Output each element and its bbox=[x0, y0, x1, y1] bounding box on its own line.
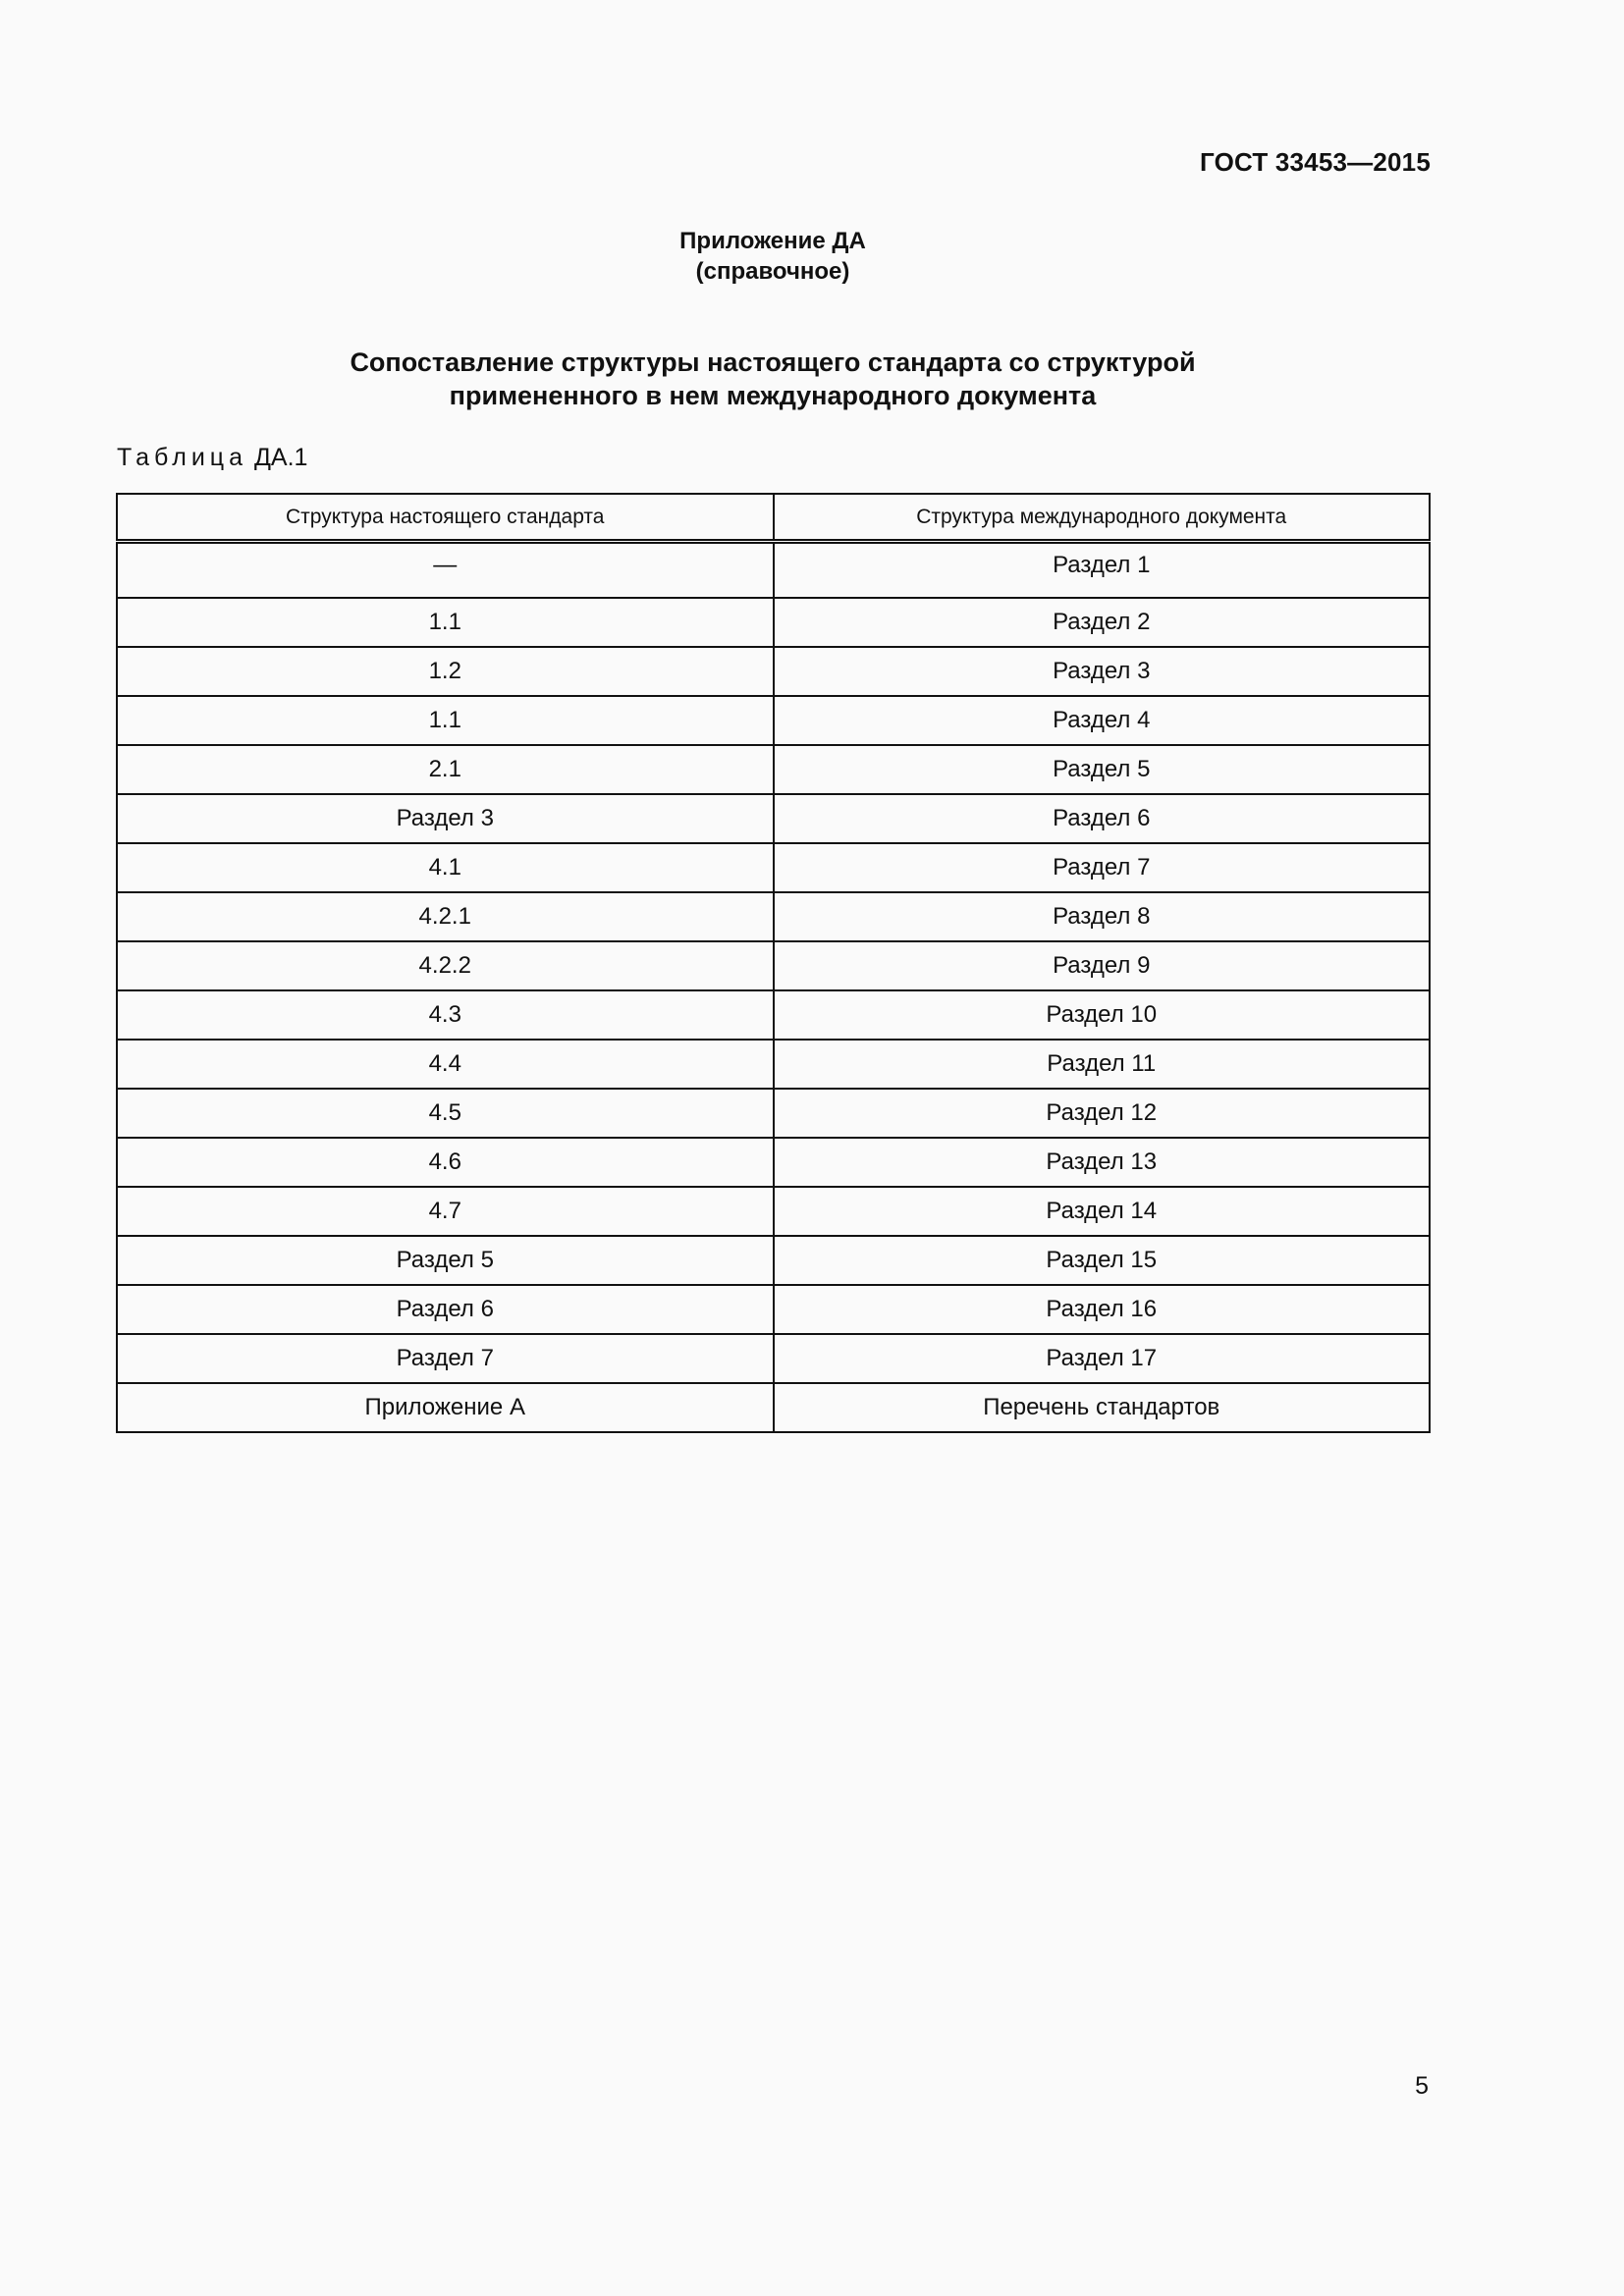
document-code: ГОСТ 33453—2015 bbox=[1200, 147, 1431, 177]
table-row bbox=[117, 745, 1430, 794]
cell-this-standard: Раздел 5 bbox=[117, 1236, 774, 1285]
cell-international-document: Раздел 11 bbox=[774, 1040, 1431, 1089]
cell-international-document: Раздел 2 bbox=[774, 598, 1431, 647]
table-row bbox=[117, 542, 1430, 598]
cell-this-standard: Приложение А bbox=[117, 1383, 774, 1432]
cell-this-standard: 4.5 bbox=[117, 1089, 774, 1138]
cell-this-standard: — bbox=[117, 542, 774, 598]
cell-this-standard: 2.1 bbox=[117, 745, 774, 794]
table-row bbox=[117, 1285, 1430, 1334]
column-header-international-document: Структура международного документа bbox=[774, 494, 1431, 542]
table-row bbox=[117, 794, 1430, 843]
cell-international-document: Раздел 15 bbox=[774, 1236, 1431, 1285]
table-row bbox=[117, 892, 1430, 941]
table-row bbox=[117, 1383, 1430, 1432]
table-row bbox=[117, 941, 1430, 990]
section-title-line-1: Сопоставление структуры настоящего стандарта со структурой bbox=[350, 347, 1196, 377]
cell-international-document: Раздел 12 bbox=[774, 1089, 1431, 1138]
table-row bbox=[117, 1089, 1430, 1138]
cell-international-document: Раздел 13 bbox=[774, 1138, 1431, 1187]
cell-international-document: Раздел 5 bbox=[774, 745, 1431, 794]
cell-this-standard: 4.1 bbox=[117, 843, 774, 892]
cell-this-standard: Раздел 6 bbox=[117, 1285, 774, 1334]
cell-international-document: Раздел 7 bbox=[774, 843, 1431, 892]
table-row bbox=[117, 696, 1430, 745]
table-label-number: ДА.1 bbox=[253, 444, 308, 471]
cell-international-document: Раздел 6 bbox=[774, 794, 1431, 843]
cell-international-document: Раздел 8 bbox=[774, 892, 1431, 941]
table-row bbox=[117, 1187, 1430, 1236]
cell-international-document: Раздел 3 bbox=[774, 647, 1431, 696]
cell-international-document: Раздел 9 bbox=[774, 941, 1431, 990]
section-title-line-2: примененного в нем международного документа bbox=[449, 381, 1097, 410]
cell-this-standard: 4.2.2 bbox=[117, 941, 774, 990]
cell-this-standard: 1.1 bbox=[117, 598, 774, 647]
table-row bbox=[117, 1138, 1430, 1187]
comparison-table bbox=[116, 493, 1431, 1433]
cell-this-standard: 1.1 bbox=[117, 696, 774, 745]
appendix-subtitle: (справочное) bbox=[695, 258, 850, 285]
cell-international-document: Раздел 16 bbox=[774, 1285, 1431, 1334]
cell-this-standard: Раздел 7 bbox=[117, 1334, 774, 1383]
appendix-heading bbox=[0, 226, 1545, 287]
cell-this-standard: 4.6 bbox=[117, 1138, 774, 1187]
table-row bbox=[117, 1040, 1430, 1089]
cell-international-document: Раздел 14 bbox=[774, 1187, 1431, 1236]
cell-international-document: Раздел 10 bbox=[774, 990, 1431, 1040]
cell-international-document: Раздел 17 bbox=[774, 1334, 1431, 1383]
table-label-prefix: Таблица bbox=[117, 444, 248, 471]
table-row bbox=[117, 1334, 1430, 1383]
table-row bbox=[117, 647, 1430, 696]
section-title bbox=[0, 346, 1545, 412]
appendix-title: Приложение ДА bbox=[679, 228, 866, 254]
cell-international-document: Раздел 1 bbox=[774, 542, 1431, 598]
column-header-this-standard: Структура настоящего стандарта bbox=[117, 494, 774, 542]
cell-this-standard: 4.3 bbox=[117, 990, 774, 1040]
cell-this-standard: 1.2 bbox=[117, 647, 774, 696]
cell-this-standard: 4.4 bbox=[117, 1040, 774, 1089]
cell-international-document: Раздел 4 bbox=[774, 696, 1431, 745]
table-row bbox=[117, 1236, 1430, 1285]
cell-this-standard: Раздел 3 bbox=[117, 794, 774, 843]
table-row bbox=[117, 990, 1430, 1040]
table-row bbox=[117, 843, 1430, 892]
table-header-row bbox=[117, 494, 1430, 542]
page-number: 5 bbox=[1415, 2072, 1429, 2100]
cell-international-document: Перечень стандартов bbox=[774, 1383, 1431, 1432]
cell-this-standard: 4.7 bbox=[117, 1187, 774, 1236]
cell-this-standard: 4.2.1 bbox=[117, 892, 774, 941]
table-row bbox=[117, 598, 1430, 647]
table-label bbox=[117, 444, 307, 472]
